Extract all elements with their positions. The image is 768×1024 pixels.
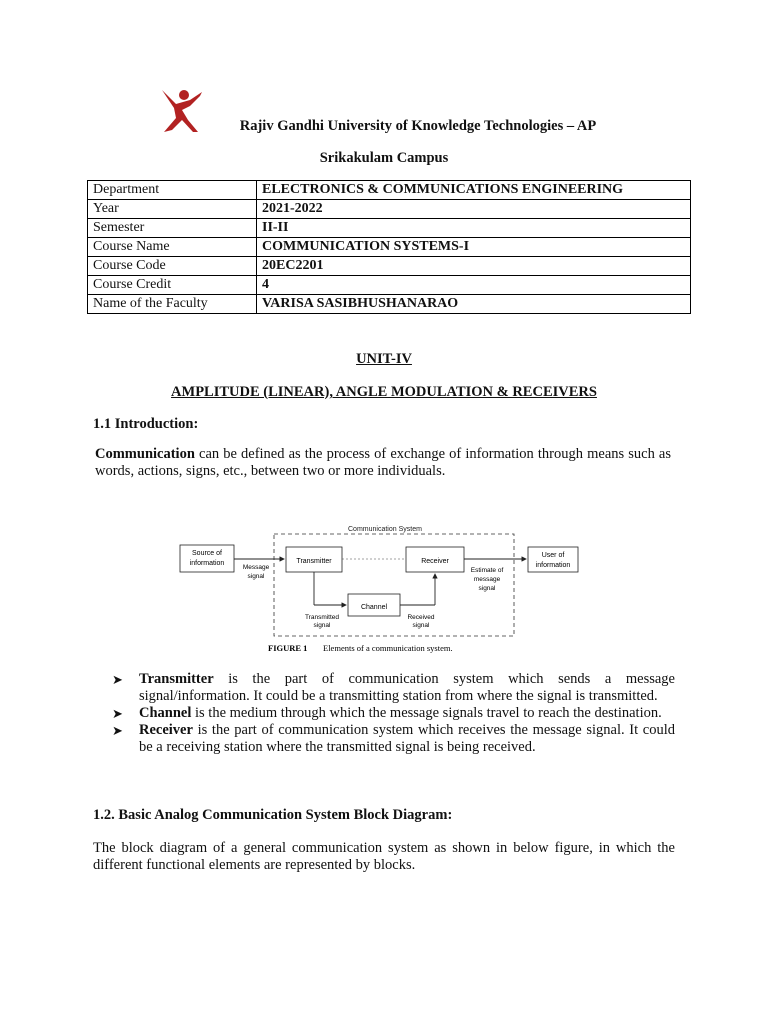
bullet-text: is the medium through which the message signals travel to reach the destination. [191,705,662,721]
arrow-bullet-icon: ➤ [112,723,123,738]
bullet-text: is the part of communication system which receives the message signal. It could be a receiving station where the transmitted signal is being received. [139,722,675,755]
row-label: Semester [88,219,257,238]
received-signal-1: Received [407,614,435,621]
topic-heading: AMPLITUDE (LINEAR), ANGLE MODULATION & RECEIVERS [171,384,597,400]
bullet-term: Channel [139,705,192,721]
row-label: Course Credit [88,276,257,295]
table-row [88,257,691,276]
bullet-term: Transmitter [139,671,214,687]
row-value: VARISA SASIBHUSHANARAO [257,295,691,314]
table-row [88,200,691,219]
row-label: Course Code [88,257,257,276]
list-item [112,722,675,756]
row-label: Course Name [88,238,257,257]
row-value: 4 [257,276,691,295]
estimate-label-3: signal [478,585,496,592]
table-row [88,276,691,295]
received-signal-2: signal [412,622,430,629]
table-row [88,295,691,314]
university-name: Rajiv Gandhi University of Knowledge Technologies – AP [239,118,597,134]
source-label-2: information [189,560,225,567]
table-row [88,219,691,238]
block-diagram-paragraph: The block diagram of a general communication system as shown in below figure, in which the different functional elements are represented by blocks. [93,840,675,873]
user-label-2: information [535,562,571,569]
table-row [88,181,691,200]
row-value: 2021-2022 [257,200,691,219]
row-value: COMMUNICATION SYSTEMS-I [257,238,691,257]
campus-name: Srikakulam Campus [319,150,449,166]
row-label: Year [88,200,257,219]
transmitted-signal-1: Transmitted [304,614,340,621]
table-row [88,238,691,257]
arrow-bullet-icon: ➤ [112,706,123,721]
row-value: II-II [257,219,691,238]
list-item [112,671,675,705]
message-signal-1: Message [242,564,270,571]
system-label: Communication System [348,526,422,533]
transmitted-signal-2: signal [313,622,331,629]
definition-list [112,671,675,756]
bullet-text: is the part of communication system which sends a message signal/information. It could be a transmitting station from where the signal is transmitted. [139,671,675,704]
list-item [112,705,675,722]
row-label: Name of the Faculty [88,295,257,314]
bullet-term: Receiver [139,722,193,738]
row-value: ELECTRONICS & COMMUNICATIONS ENGINEERING [257,181,691,200]
row-label: Department [88,181,257,200]
user-label-1: User of [541,552,565,559]
section-heading-introduction: 1.1 Introduction: [93,416,199,432]
arrow-bullet-icon: ➤ [112,672,123,687]
unit-heading: UNIT-IV [356,351,412,367]
transmitter-label: Transmitter [296,558,332,565]
intro-paragraph [95,446,671,480]
communication-system-diagram [178,520,580,656]
row-value: 20EC2201 [257,257,691,276]
course-info-table [87,180,691,314]
intro-text: can be defined as the process of exchange of information through means such as words, actions, signs, etc., between two or more individuals. [95,446,671,479]
receiver-label: Receiver [421,558,449,565]
figure-caption-text: Elements of a communication system. [323,643,453,653]
figure-caption-label: FIGURE 1 [268,643,308,653]
estimate-label-1: Estimate of [470,567,504,574]
estimate-label-2: message [473,576,501,583]
source-label-1: Source of [192,550,222,557]
intro-term: Communication [95,446,195,462]
message-signal-2: signal [247,573,265,580]
channel-label: Channel [360,604,388,611]
section-heading-block-diagram: 1.2. Basic Analog Communication System Block Diagram: [93,807,453,823]
